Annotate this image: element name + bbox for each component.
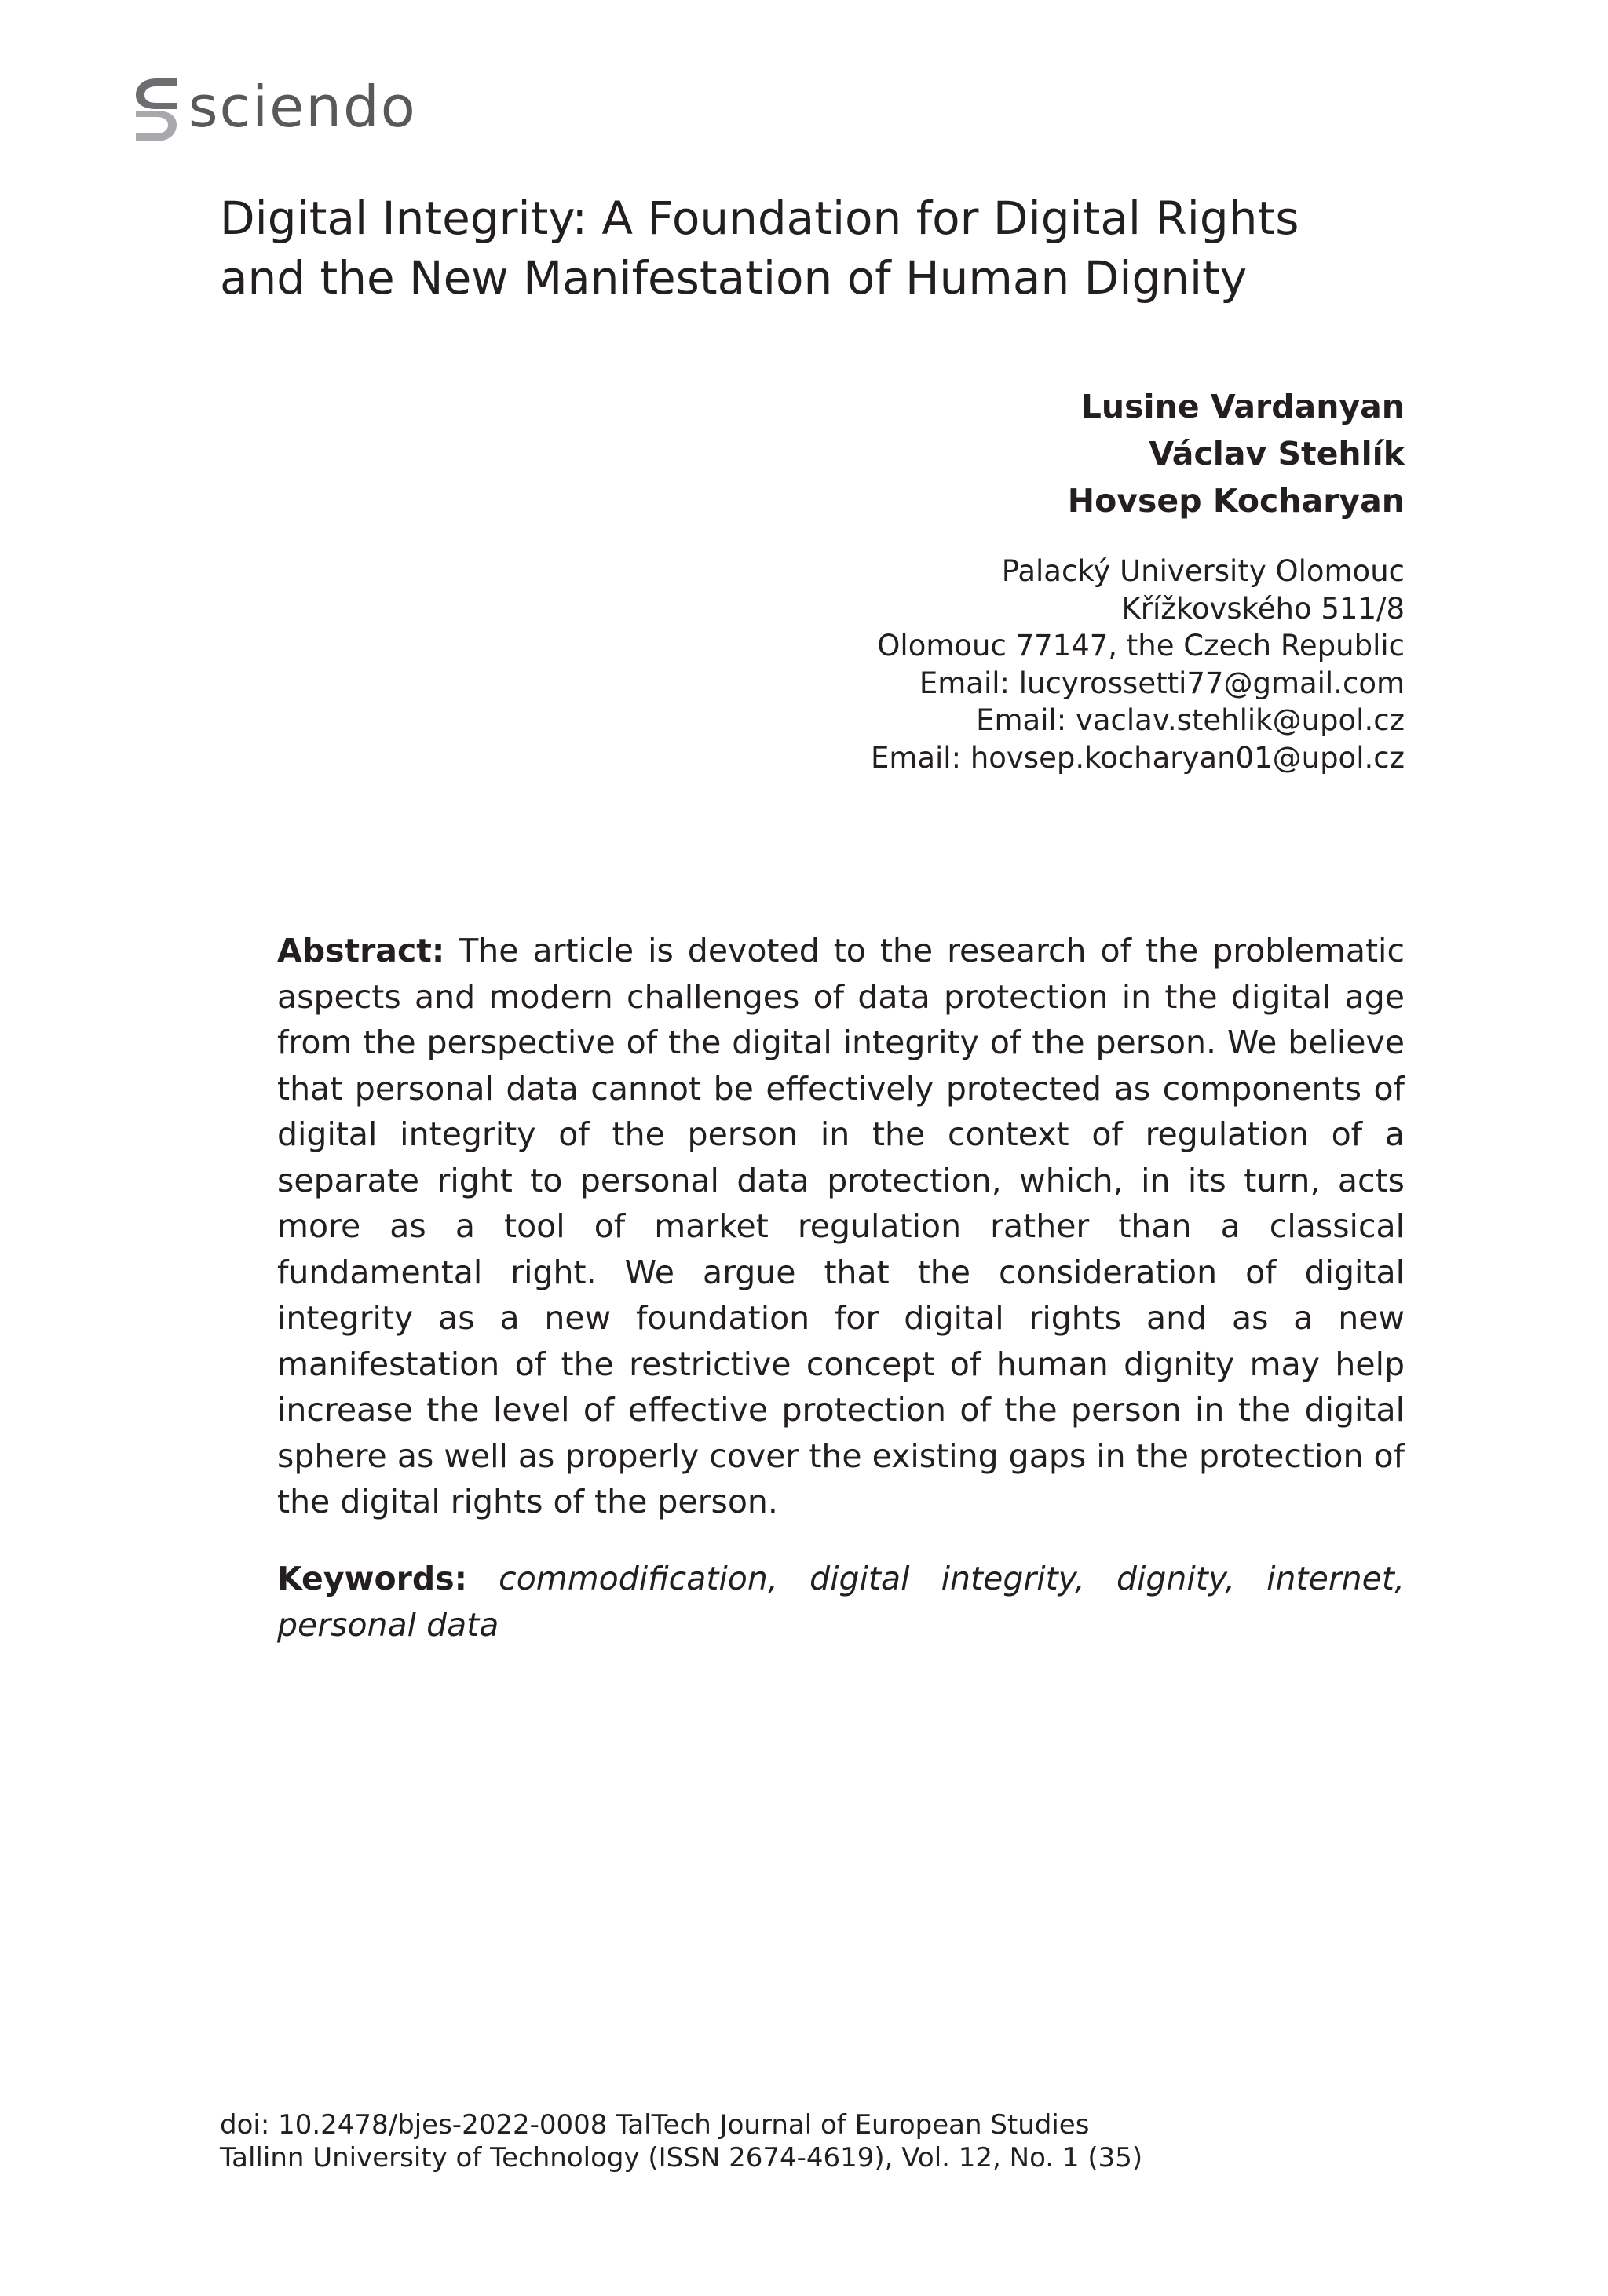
author-list [1068, 383, 1405, 524]
abstract-text: The article is devoted to the research of the problematic aspects and modern challenges of data protection in the digital age from the perspective of the digital integrity of the person. We believe that personal data cannot be effectively protected as components of digital integrity of the person in the context of regulation of a separate right to personal data protection, which, in its turn, acts more as a tool of market regulation rather than a classical fundamental right. We argue that the consideration of digital integrity as a new foundation for digital rights and as a new manifestation of the restrictive concept of human dignity may help increase the level of effective protection of the person in the digital sphere as well as properly cover the existing gaps in the protection of the digital rights of the person. [277, 932, 1405, 1520]
affiliation-email: Email: vaclav.stehlik@upol.cz [976, 703, 1405, 737]
abstract-paragraph [277, 928, 1405, 1525]
affiliation-block [871, 553, 1405, 776]
abstract-label: Abstract: [277, 932, 445, 969]
affiliation-city: Olomouc 77147, the Czech Republic [877, 629, 1405, 663]
doi-footer [220, 2108, 1142, 2174]
sciendo-wordmark: sciendo [188, 74, 417, 140]
author-name: Hovsep Kocharyan [1067, 482, 1405, 520]
affiliation-email: Email: hovsep.kocharyan01@upol.cz [870, 740, 1405, 775]
affiliation-institution: Palacký University Olomouc [1001, 554, 1405, 588]
affiliation-street: Křížkovského 511/8 [1121, 591, 1405, 626]
title-line-2: and the New Manifestation of Human Dignity [220, 251, 1248, 305]
keywords-paragraph [277, 1556, 1405, 1648]
keywords-text: commodification, digital integrity, dignity, internet, personal data [277, 1560, 1405, 1644]
affiliation-email: Email: lucyrossetti77@gmail.com [919, 666, 1405, 700]
author-name: Lusine Vardanyan [1080, 388, 1405, 425]
footer-doi-line: doi: 10.2478/bjes-2022-0008 TalTech Journal of European Studies [220, 2109, 1090, 2141]
paper-title [220, 188, 1445, 308]
sciendo-logo [133, 74, 417, 143]
keywords-label: Keywords: [277, 1560, 467, 1597]
title-line-1: Digital Integrity: A Foundation for Digital Rights [220, 192, 1299, 245]
author-name: Václav Stehlík [1149, 435, 1405, 473]
sciendo-s-logo-icon [133, 77, 179, 143]
footer-journal-line: Tallinn University of Technology (ISSN 2674-4619), Vol. 12, No. 1 (35) [220, 2142, 1143, 2174]
